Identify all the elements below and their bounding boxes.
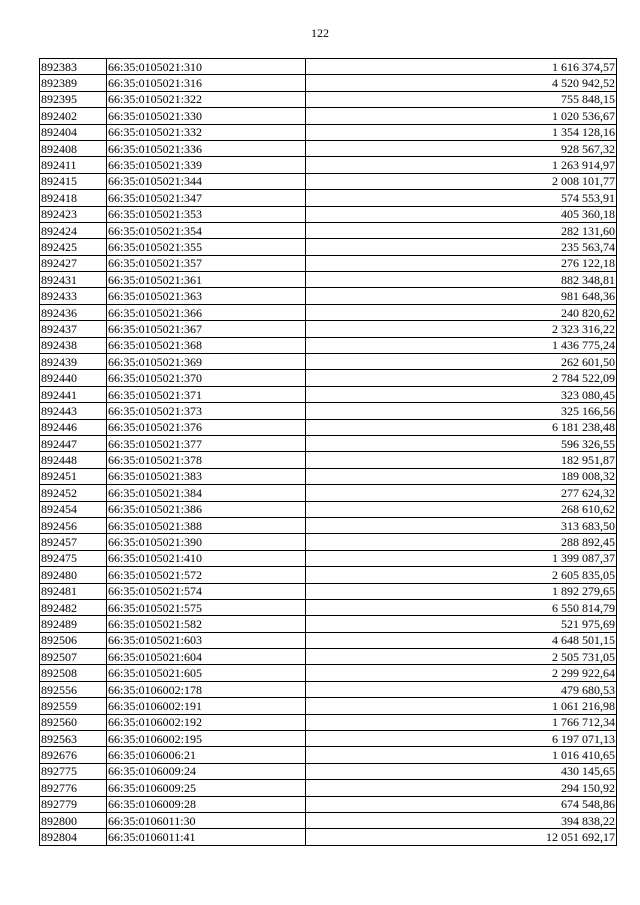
- cadastral-number-cell: 66:35:0105021:371: [107, 386, 306, 402]
- value-cell: 4 648 501,15: [306, 632, 617, 648]
- value-cell: 521 975,69: [306, 616, 617, 632]
- cadastral-number-cell: 66:35:0105021:367: [107, 321, 306, 337]
- table-row: [40, 59, 617, 75]
- table-row: [40, 468, 617, 484]
- value-cell: 262 601,50: [306, 354, 617, 370]
- table-row: [40, 124, 617, 140]
- cadastral-number-cell: 66:35:0105021:603: [107, 632, 306, 648]
- row-number-cell: 892779: [40, 796, 107, 812]
- row-number-cell: 892456: [40, 517, 107, 533]
- table-row: [40, 321, 617, 337]
- value-cell: 323 080,45: [306, 386, 617, 402]
- cadastral-number-cell: 66:35:0105021:366: [107, 304, 306, 320]
- value-cell: 2 784 522,09: [306, 370, 617, 386]
- value-cell: 394 838,22: [306, 812, 617, 828]
- table-row: [40, 698, 617, 714]
- cadastral-number-cell: 66:35:0105021:330: [107, 108, 306, 124]
- cadastral-number-cell: 66:35:0106009:25: [107, 780, 306, 796]
- table-row: [40, 829, 617, 845]
- value-cell: 12 051 692,17: [306, 829, 617, 845]
- value-cell: 596 326,55: [306, 435, 617, 451]
- table-row: [40, 239, 617, 255]
- page-number: 122: [311, 26, 329, 40]
- cadastral-number-cell: 66:35:0105021:575: [107, 599, 306, 615]
- cadastral-number-cell: 66:35:0106002:192: [107, 714, 306, 730]
- row-number-cell: 892418: [40, 190, 107, 206]
- value-cell: 928 567,32: [306, 140, 617, 156]
- value-cell: 6 197 071,13: [306, 731, 617, 747]
- value-cell: 981 648,36: [306, 288, 617, 304]
- value-cell: 2 323 316,22: [306, 321, 617, 337]
- cadastral-number-cell: 66:35:0105021:376: [107, 419, 306, 435]
- table-row: [40, 632, 617, 648]
- table-row: [40, 173, 617, 189]
- table-row: [40, 780, 617, 796]
- value-cell: 2 605 835,05: [306, 567, 617, 583]
- cadastral-number-cell: 66:35:0106011:30: [107, 812, 306, 828]
- row-number-cell: 892441: [40, 386, 107, 402]
- cadastral-number-cell: 66:35:0106011:41: [107, 829, 306, 845]
- table-row: [40, 550, 617, 566]
- cadastral-number-cell: 66:35:0105021:332: [107, 124, 306, 140]
- cadastral-number-cell: 66:35:0105021:370: [107, 370, 306, 386]
- row-number-cell: 892448: [40, 452, 107, 468]
- value-cell: 189 008,32: [306, 468, 617, 484]
- row-number-cell: 892451: [40, 468, 107, 484]
- row-number-cell: 892411: [40, 157, 107, 173]
- row-number-cell: 892676: [40, 747, 107, 763]
- cadastral-number-cell: 66:35:0105021:390: [107, 534, 306, 550]
- row-number-cell: 892436: [40, 304, 107, 320]
- table-row: [40, 567, 617, 583]
- row-number-cell: 892423: [40, 206, 107, 222]
- table-row: [40, 157, 617, 173]
- cadastral-number-cell: 66:35:0105021:344: [107, 173, 306, 189]
- table-row: [40, 337, 617, 353]
- value-cell: 1 766 712,34: [306, 714, 617, 730]
- value-cell: 235 563,74: [306, 239, 617, 255]
- table-row: [40, 583, 617, 599]
- row-number-cell: 892408: [40, 140, 107, 156]
- cadastral-number-cell: 66:35:0105021:386: [107, 501, 306, 517]
- value-cell: 313 683,50: [306, 517, 617, 533]
- cadastral-number-cell: 66:35:0105021:604: [107, 649, 306, 665]
- cadastral-number-cell: 66:35:0105021:361: [107, 272, 306, 288]
- value-cell: 430 145,65: [306, 763, 617, 779]
- row-number-cell: 892482: [40, 599, 107, 615]
- cadastral-number-cell: 66:35:0106002:195: [107, 731, 306, 747]
- table-row: [40, 649, 617, 665]
- value-cell: 277 624,32: [306, 485, 617, 501]
- value-cell: 240 820,62: [306, 304, 617, 320]
- cadastral-number-cell: 66:35:0105021:316: [107, 75, 306, 91]
- value-cell: 268 610,62: [306, 501, 617, 517]
- row-number-cell: 892427: [40, 255, 107, 271]
- cadastral-number-cell: 66:35:0105021:336: [107, 140, 306, 156]
- row-number-cell: 892556: [40, 681, 107, 697]
- table-row: [40, 763, 617, 779]
- row-number-cell: 892402: [40, 108, 107, 124]
- cadastral-number-cell: 66:35:0106006:21: [107, 747, 306, 763]
- value-cell: 674 548,86: [306, 796, 617, 812]
- table-row: [40, 616, 617, 632]
- value-cell: 1 263 914,97: [306, 157, 617, 173]
- row-number-cell: 892507: [40, 649, 107, 665]
- cadastral-number-cell: 66:35:0105021:347: [107, 190, 306, 206]
- row-number-cell: 892481: [40, 583, 107, 599]
- row-number-cell: 892559: [40, 698, 107, 714]
- table-row: [40, 485, 617, 501]
- registry-table-body: [40, 59, 617, 846]
- table-row: [40, 304, 617, 320]
- value-cell: 2 008 101,77: [306, 173, 617, 189]
- value-cell: 1 061 216,98: [306, 698, 617, 714]
- value-cell: 1 436 775,24: [306, 337, 617, 353]
- table-row: [40, 91, 617, 107]
- value-cell: 182 951,87: [306, 452, 617, 468]
- value-cell: 1 016 410,65: [306, 747, 617, 763]
- value-cell: 479 680,53: [306, 681, 617, 697]
- table-row: [40, 255, 617, 271]
- table-row: [40, 796, 617, 812]
- cadastral-number-cell: 66:35:0105021:582: [107, 616, 306, 632]
- value-cell: 1 616 374,57: [306, 59, 617, 75]
- table-row: [40, 75, 617, 91]
- cadastral-number-cell: 66:35:0105021:355: [107, 239, 306, 255]
- row-number-cell: 892480: [40, 567, 107, 583]
- row-number-cell: 892775: [40, 763, 107, 779]
- table-row: [40, 435, 617, 451]
- row-number-cell: 892452: [40, 485, 107, 501]
- row-number-cell: 892447: [40, 435, 107, 451]
- cadastral-number-cell: 66:35:0105021:353: [107, 206, 306, 222]
- row-number-cell: 892404: [40, 124, 107, 140]
- value-cell: 288 892,45: [306, 534, 617, 550]
- table-row: [40, 206, 617, 222]
- cadastral-number-cell: 66:35:0105021:357: [107, 255, 306, 271]
- cadastral-number-cell: 66:35:0105021:388: [107, 517, 306, 533]
- table-row: [40, 288, 617, 304]
- table-row: [40, 403, 617, 419]
- table-row: [40, 370, 617, 386]
- table-row: [40, 354, 617, 370]
- row-number-cell: 892443: [40, 403, 107, 419]
- value-cell: 325 166,56: [306, 403, 617, 419]
- cadastral-number-cell: 66:35:0105021:384: [107, 485, 306, 501]
- table-row: [40, 534, 617, 550]
- registry-table: [39, 58, 617, 846]
- row-number-cell: 892506: [40, 632, 107, 648]
- value-cell: 1 020 536,67: [306, 108, 617, 124]
- row-number-cell: 892431: [40, 272, 107, 288]
- row-number-cell: 892415: [40, 173, 107, 189]
- row-number-cell: 892804: [40, 829, 107, 845]
- table-row: [40, 419, 617, 435]
- value-cell: 6 550 814,79: [306, 599, 617, 615]
- table-row: [40, 665, 617, 681]
- table-row: [40, 272, 617, 288]
- row-number-cell: 892424: [40, 222, 107, 238]
- table-row: [40, 681, 617, 697]
- cadastral-number-cell: 66:35:0106002:178: [107, 681, 306, 697]
- row-number-cell: 892457: [40, 534, 107, 550]
- row-number-cell: 892776: [40, 780, 107, 796]
- cadastral-number-cell: 66:35:0105021:369: [107, 354, 306, 370]
- table-row: [40, 501, 617, 517]
- cadastral-number-cell: 66:35:0105021:605: [107, 665, 306, 681]
- table-row: [40, 731, 617, 747]
- row-number-cell: 892425: [40, 239, 107, 255]
- row-number-cell: 892439: [40, 354, 107, 370]
- cadastral-number-cell: 66:35:0105021:574: [107, 583, 306, 599]
- cadastral-number-cell: 66:35:0105021:368: [107, 337, 306, 353]
- table-row: [40, 599, 617, 615]
- value-cell: 1 354 128,16: [306, 124, 617, 140]
- cadastral-number-cell: 66:35:0105021:310: [107, 59, 306, 75]
- cadastral-number-cell: 66:35:0105021:322: [107, 91, 306, 107]
- value-cell: 882 348,81: [306, 272, 617, 288]
- cadastral-number-cell: 66:35:0105021:383: [107, 468, 306, 484]
- value-cell: 6 181 238,48: [306, 419, 617, 435]
- row-number-cell: 892475: [40, 550, 107, 566]
- row-number-cell: 892489: [40, 616, 107, 632]
- table-row: [40, 452, 617, 468]
- value-cell: 294 150,92: [306, 780, 617, 796]
- row-number-cell: 892563: [40, 731, 107, 747]
- table-row: [40, 222, 617, 238]
- value-cell: 282 131,60: [306, 222, 617, 238]
- table-row: [40, 108, 617, 124]
- row-number-cell: 892395: [40, 91, 107, 107]
- cadastral-number-cell: 66:35:0105021:354: [107, 222, 306, 238]
- row-number-cell: 892437: [40, 321, 107, 337]
- row-number-cell: 892560: [40, 714, 107, 730]
- cadastral-number-cell: 66:35:0105021:373: [107, 403, 306, 419]
- value-cell: 2 299 922,64: [306, 665, 617, 681]
- table-row: [40, 140, 617, 156]
- table-row: [40, 812, 617, 828]
- cadastral-number-cell: 66:35:0105021:378: [107, 452, 306, 468]
- cadastral-number-cell: 66:35:0105021:377: [107, 435, 306, 451]
- row-number-cell: 892389: [40, 75, 107, 91]
- table-row: [40, 747, 617, 763]
- row-number-cell: 892383: [40, 59, 107, 75]
- row-number-cell: 892508: [40, 665, 107, 681]
- row-number-cell: 892446: [40, 419, 107, 435]
- cadastral-number-cell: 66:35:0106002:191: [107, 698, 306, 714]
- row-number-cell: 892440: [40, 370, 107, 386]
- value-cell: 276 122,18: [306, 255, 617, 271]
- table-row: [40, 517, 617, 533]
- cadastral-number-cell: 66:35:0106009:24: [107, 763, 306, 779]
- cadastral-number-cell: 66:35:0105021:339: [107, 157, 306, 173]
- value-cell: 1 892 279,65: [306, 583, 617, 599]
- value-cell: 755 848,15: [306, 91, 617, 107]
- row-number-cell: 892454: [40, 501, 107, 517]
- row-number-cell: 892433: [40, 288, 107, 304]
- cadastral-number-cell: 66:35:0105021:363: [107, 288, 306, 304]
- cadastral-number-cell: 66:35:0105021:572: [107, 567, 306, 583]
- value-cell: 574 553,91: [306, 190, 617, 206]
- value-cell: 4 520 942,52: [306, 75, 617, 91]
- table-row: [40, 190, 617, 206]
- table-row: [40, 714, 617, 730]
- table-row: [40, 386, 617, 402]
- value-cell: 2 505 731,05: [306, 649, 617, 665]
- cadastral-number-cell: 66:35:0105021:410: [107, 550, 306, 566]
- value-cell: 1 399 087,37: [306, 550, 617, 566]
- value-cell: 405 360,18: [306, 206, 617, 222]
- row-number-cell: 892438: [40, 337, 107, 353]
- row-number-cell: 892800: [40, 812, 107, 828]
- cadastral-number-cell: 66:35:0106009:28: [107, 796, 306, 812]
